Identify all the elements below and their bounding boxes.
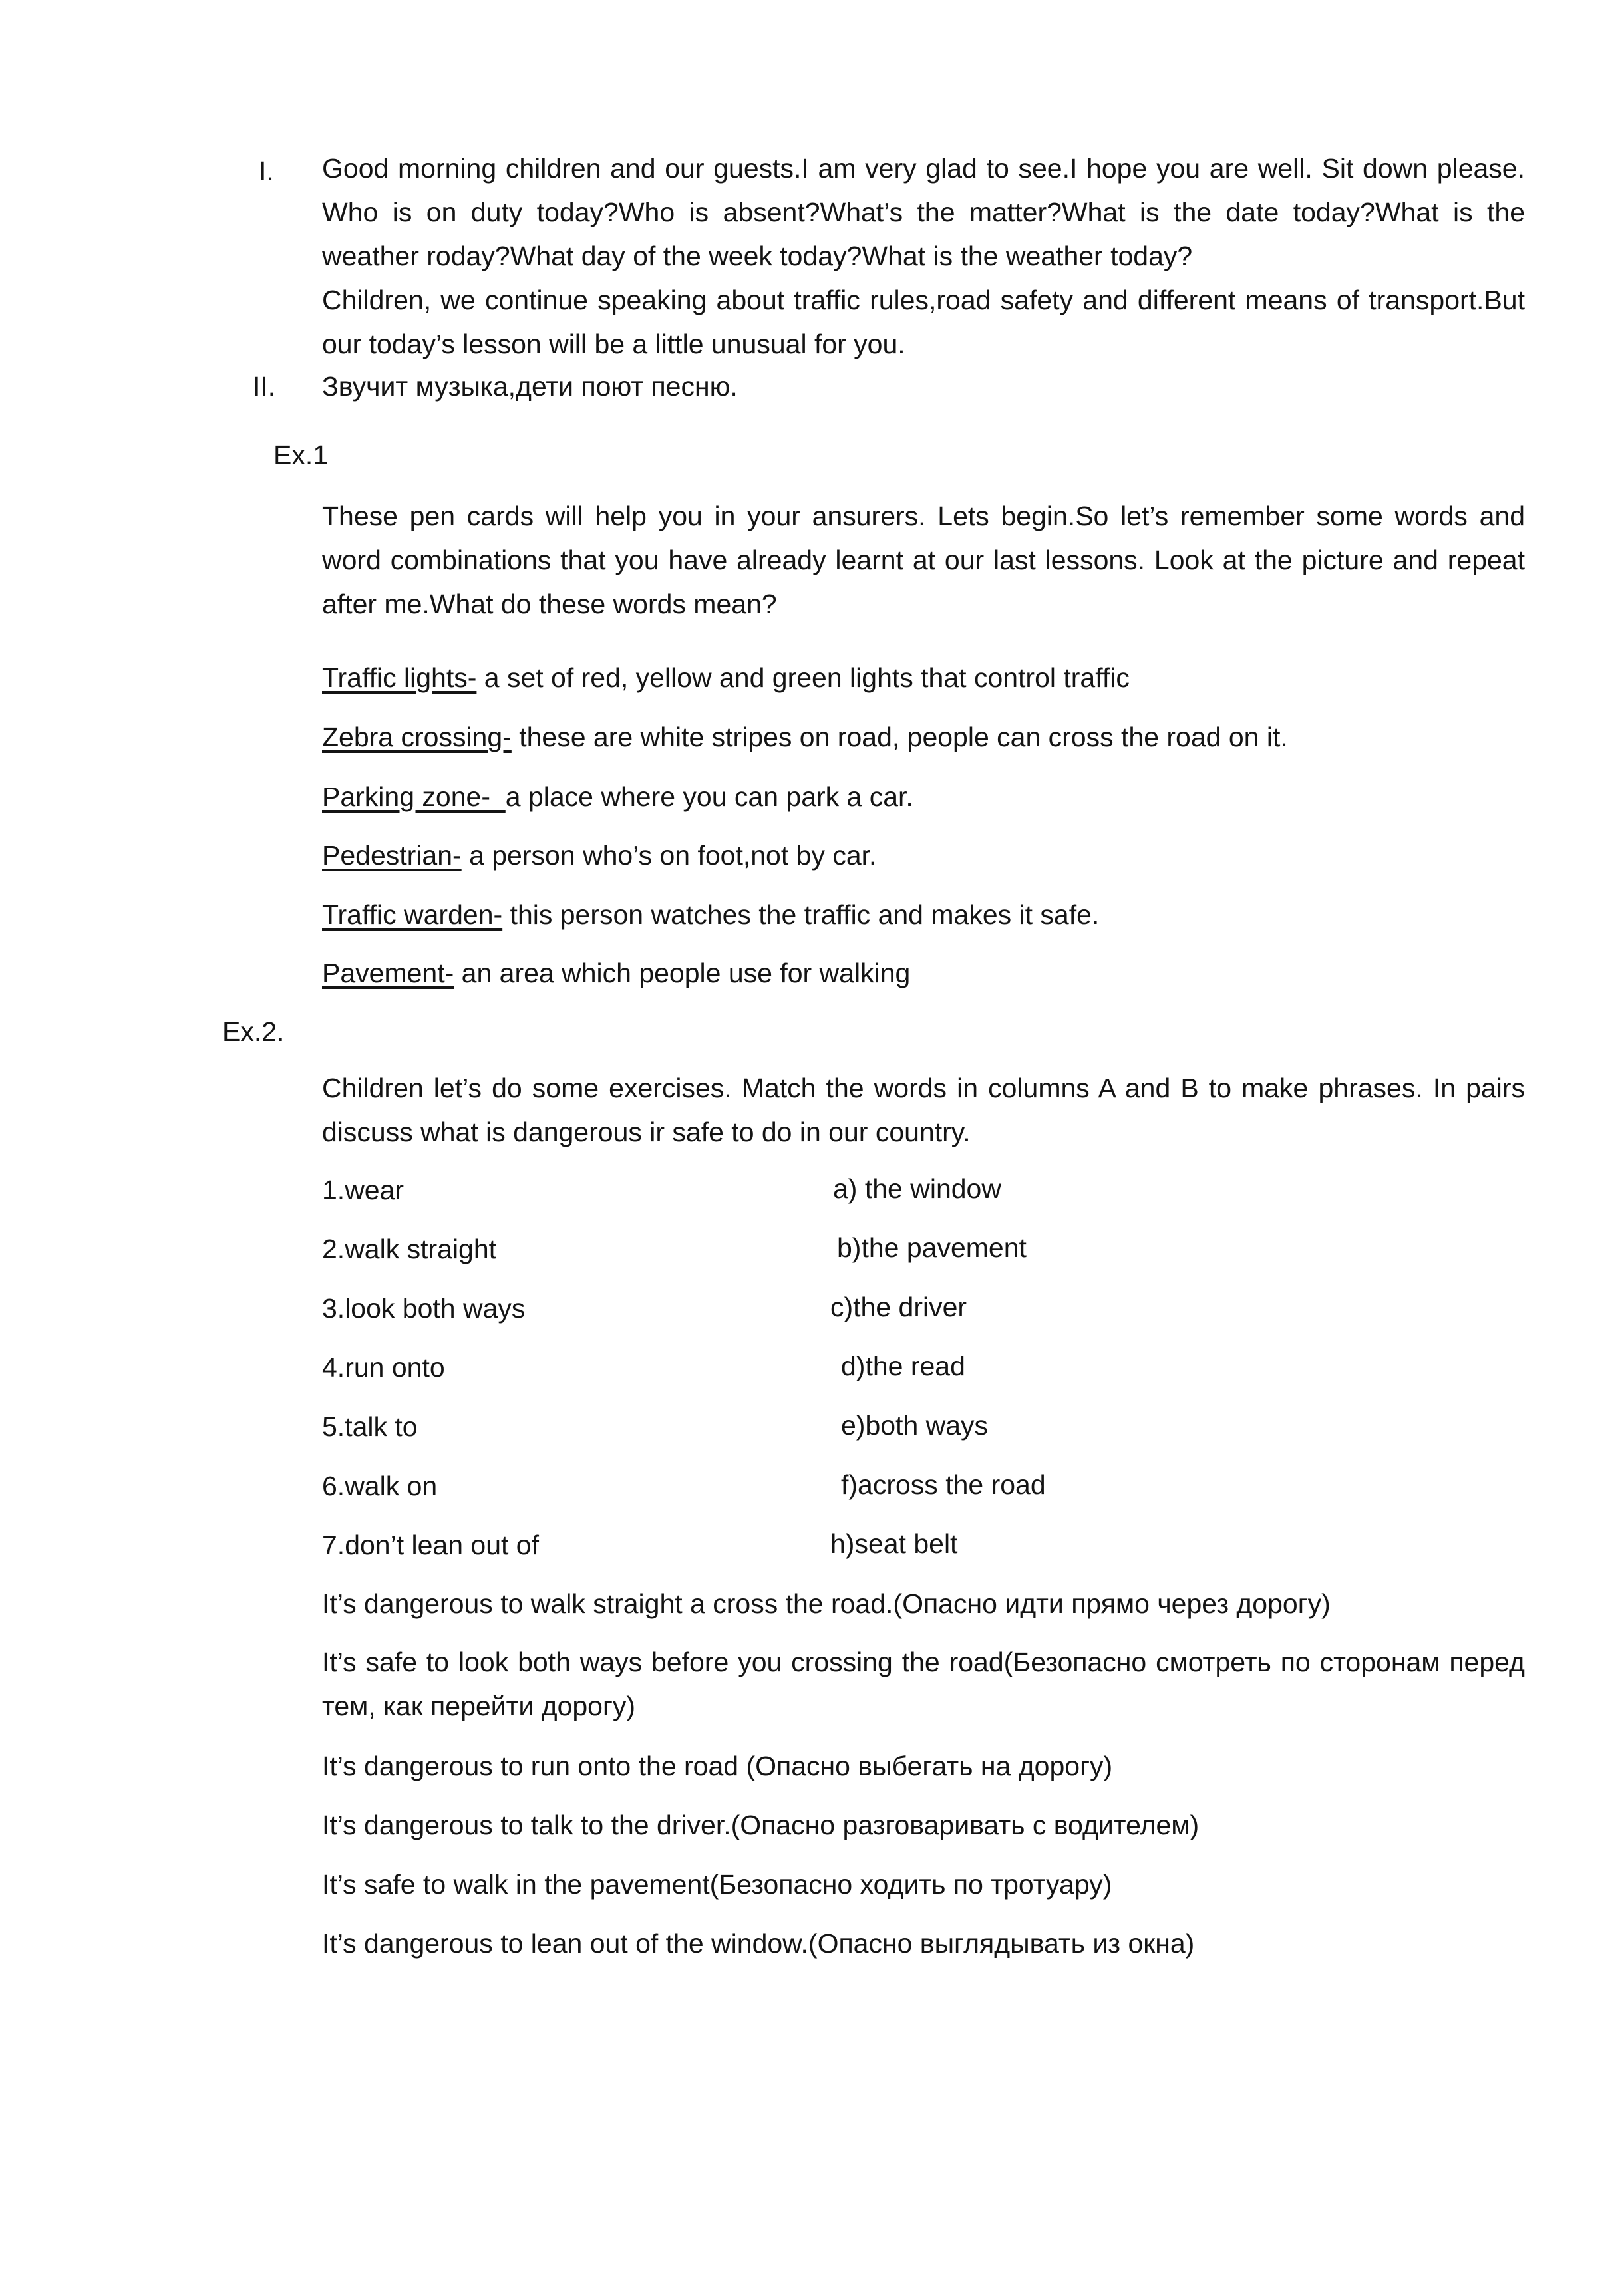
definition-term: Pedestrian- xyxy=(322,840,462,871)
intro-text: Children, we continue speaking about traffic rules,road safety and different means of transport.But our today’s lesson will be a little unusual for you. xyxy=(322,285,1525,359)
definition-text: this person watches the traffic and makes it safe. xyxy=(502,899,1100,930)
definition-text: an area which people use for walking xyxy=(454,958,911,988)
greeting-paragraph xyxy=(322,146,1525,366)
ex1-label: Ex.1 xyxy=(273,440,329,470)
definition-term: Zebra crossing- xyxy=(322,722,512,752)
definition-item xyxy=(322,833,876,877)
definition-item xyxy=(322,893,1099,936)
definition-text: a place where you can park a car. xyxy=(505,782,913,812)
music-note-text: Звучит музыка,дети поют песню. xyxy=(322,371,738,402)
column-b-item: a) the window xyxy=(833,1173,1001,1204)
section-numeral-2: II. xyxy=(253,371,276,402)
definition-item xyxy=(322,951,910,995)
column-b-item: c)the driver xyxy=(830,1292,967,1322)
section-numeral-1: I. xyxy=(259,156,274,186)
column-b-item: d)the read xyxy=(841,1351,965,1381)
ex1-instruction: These pen cards will help you in your ansurers. Lets begin.So let’s remember some words and word combinations that you have already learnt at our last lessons. Look at the picture and repeat after me.What do these words mean? xyxy=(322,501,1525,619)
definition-item xyxy=(322,715,1288,759)
example-sentence: It’s dangerous to run onto the road (Опасно выбегать на дорогу) xyxy=(322,1751,1113,1781)
column-a-item: 1.wear xyxy=(322,1175,405,1205)
definition-text: a set of red, yellow and green lights that control traffic xyxy=(476,662,1130,693)
ex2-label: Ex.2. xyxy=(222,1016,285,1047)
greeting-text: Good morning children and our guests.I am very glad to see.I hope you are well. Sit down please. Who is on duty today?Who is absent?What’s the matter?What is the date today?What is the weather roday?What day of the week today?What is the weather today? xyxy=(322,153,1525,271)
column-a-item: 7.don’t lean out of xyxy=(322,1530,539,1560)
column-a-item: 5.talk to xyxy=(322,1411,418,1442)
definition-item xyxy=(322,775,913,819)
column-b-item: h)seat belt xyxy=(830,1528,958,1559)
example-sentence: It’s safe to look both ways before you crossing the road(Безопасно смотреть по сторонам перед тем, как перейти дорогу) xyxy=(322,1647,1525,1721)
example-sentence: It’s dangerous to talk to the driver.(Опасно разговаривать с водителем) xyxy=(322,1810,1200,1840)
ex2-instruction: Children let’s do some exercises. Match the words in columns A and B to make phrases. In pairs discuss what is dangerous ir safe to do in our country. xyxy=(322,1073,1525,1147)
column-b-item: b)the pavement xyxy=(837,1232,1027,1263)
column-a-item: 4.run onto xyxy=(322,1352,445,1383)
example-sentence: It’s safe to walk in the pavement(Безопасно ходить по тротуару) xyxy=(322,1869,1112,1900)
definition-term: Traffic lights- xyxy=(322,662,477,693)
definition-text: a person who’s on foot,not by car. xyxy=(461,840,877,871)
definition-term: Traffic warden- xyxy=(322,899,503,930)
example-sentence: It’s dangerous to lean out of the window.(Опасно выглядывать из окна) xyxy=(322,1928,1195,1959)
column-a-item: 6.walk on xyxy=(322,1471,438,1501)
definition-term: Pavement- xyxy=(322,958,454,988)
column-b-item: e)both ways xyxy=(841,1410,989,1441)
column-b-item: f)across the road xyxy=(841,1469,1046,1500)
definition-text: these are white stripes on road, people can cross the road on it. xyxy=(511,722,1288,752)
column-a-item: 3.look both ways xyxy=(322,1293,526,1324)
column-a-item: 2.walk straight xyxy=(322,1234,497,1264)
definition-term: Parking zone- xyxy=(322,782,506,812)
example-sentence: It’s dangerous to walk straight a cross the road.(Опасно идти прямо через дорогу) xyxy=(322,1588,1331,1619)
definition-item xyxy=(322,656,1130,700)
